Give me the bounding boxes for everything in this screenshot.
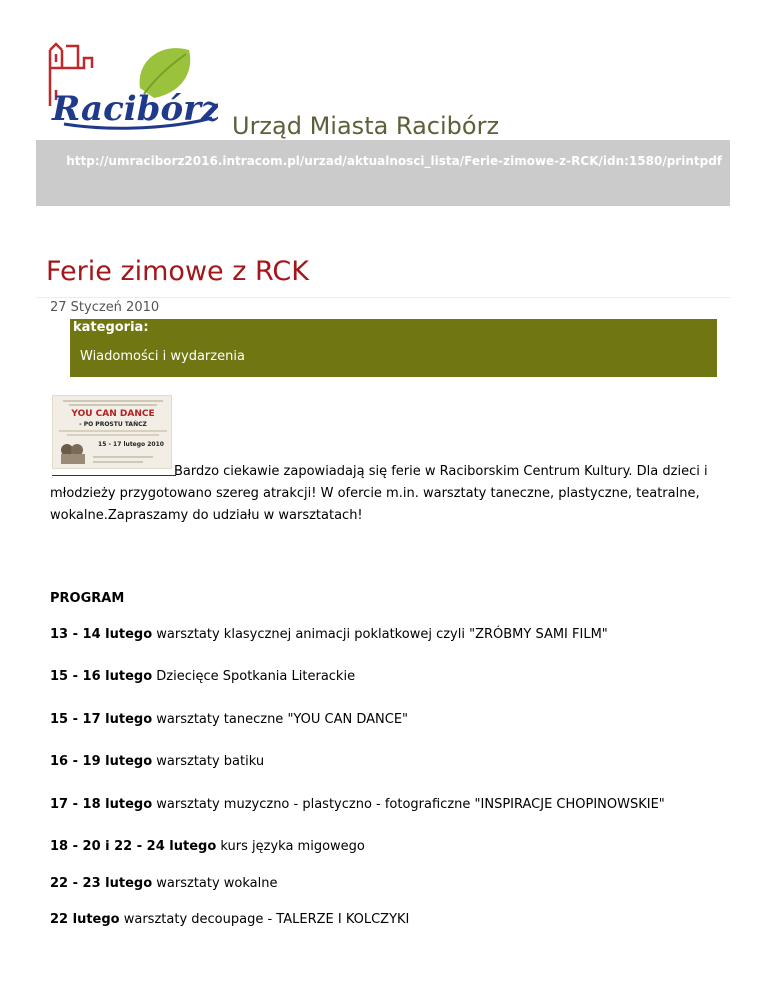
program-text: warsztaty wokalne (152, 876, 278, 891)
category-value[interactable]: Wiadomości i wydarzenia (80, 349, 245, 364)
poster-subtitle: - PO PROSTU TAŃCZ (79, 421, 147, 428)
program-date: 17 - 18 lutego (50, 797, 153, 812)
program-item (50, 712, 408, 727)
city-logo[interactable] (44, 40, 218, 136)
raciborz-logo-icon (44, 40, 218, 136)
site-title: Urząd Miasta Racibórz (232, 112, 500, 140)
program-item (50, 627, 608, 642)
article-title: Ferie zimowe z RCK (46, 256, 309, 287)
program-date: 13 - 14 lutego (50, 627, 153, 642)
program-item (50, 754, 264, 769)
category-box (70, 319, 717, 377)
program-heading: PROGRAM (50, 591, 125, 606)
program-text: warsztaty taneczne "YOU CAN DANCE" (152, 712, 409, 727)
program-date: 22 lutego (50, 912, 120, 927)
program-date: 16 - 19 lutego (50, 754, 153, 769)
print-url-bar (36, 140, 730, 206)
program-item (50, 797, 665, 812)
print-url: http://umraciborz2016.intracom.pl/urzad/aktualnosci_lista/Ferie-zimowe-z-RCK/idn:1580/printpdf (66, 154, 722, 168)
divider (36, 297, 730, 298)
program-text: Dziecięce Spotkania Literackie (152, 669, 356, 684)
program-date: 22 - 23 lutego (50, 876, 153, 891)
program-item (50, 839, 365, 854)
program-date: 18 - 20 i 22 - 24 lutego (50, 839, 217, 854)
category-label: kategoria: (73, 320, 149, 335)
program-text: kurs języka migowego (216, 839, 365, 854)
article-date: 27 Styczeń 2010 (50, 300, 160, 315)
event-poster-image[interactable] (52, 395, 172, 469)
program-item (50, 669, 355, 684)
program-text: warsztaty muzyczno - plastyczno - fotograficzne "INSPIRACJE CHOPINOWSKIE" (152, 797, 665, 812)
poster-title: YOU CAN DANCE (71, 409, 155, 419)
program-date: 15 - 17 lutego (50, 712, 153, 727)
article-intro: Bardzo ciekawie zapowiadają się ferie w Raciborskim Centrum Kultury. Dla dzieci i młodzieży przygotowano szereg atrakcji! W ofercie m.in. warsztaty taneczne, plastyczne, teatralne, wokalne.Zapraszamy do udziału w warsztatach! (50, 464, 708, 523)
program-item (50, 876, 278, 891)
program-date: 15 - 16 lutego (50, 669, 153, 684)
program-text: warsztaty batiku (152, 754, 265, 769)
poster-graphic (53, 396, 172, 469)
program-item (50, 912, 409, 927)
program-text: warsztaty decoupage - TALERZE I KOLCZYKI (119, 912, 410, 927)
poster-date: 15 - 17 lutego 2010 (98, 441, 164, 448)
logo-wordmark: Racibórz (52, 89, 218, 129)
program-text: warsztaty klasycznej animacji poklatkowej czyli "ZRÓBMY SAMI FILM" (152, 627, 608, 642)
